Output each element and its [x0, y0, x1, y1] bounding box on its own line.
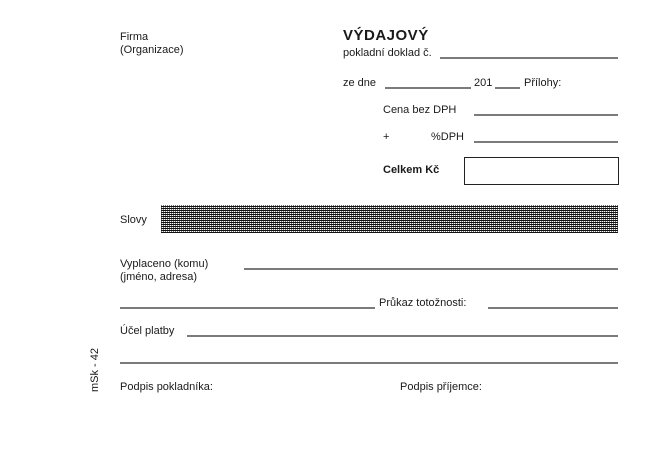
year-prefix: 201 [474, 77, 493, 89]
paid-to-field[interactable] [244, 268, 618, 270]
date-label: ze dne [343, 77, 377, 89]
amount-in-words-field[interactable] [161, 205, 618, 233]
address-field[interactable] [120, 307, 375, 309]
paid-to-label: Vyplaceno (komu) [120, 258, 209, 270]
id-card-field[interactable] [488, 307, 618, 309]
document-subtitle: pokladní doklad č. [343, 47, 432, 59]
attachments-label: Přílohy: [524, 77, 562, 89]
document-title: VÝDAJOVÝ [343, 27, 429, 44]
form-code: mSk - 42 [89, 347, 101, 392]
purpose-field[interactable] [187, 335, 618, 337]
words-label: Slovy [120, 214, 147, 226]
purpose-continuation-field[interactable] [120, 362, 618, 364]
price-without-vat-field[interactable] [474, 114, 618, 116]
year-field[interactable] [495, 87, 520, 89]
name-address-label: (jméno, adresa) [120, 271, 198, 283]
price-without-vat-label: Cena bez DPH [383, 104, 457, 116]
purpose-label: Účel platby [120, 325, 175, 337]
cashier-signature-label: Podpis pokladníka: [120, 381, 213, 393]
total-amount-box[interactable] [464, 157, 619, 185]
total-label: Celkem Kč [383, 164, 440, 176]
company-label: Firma [120, 31, 149, 43]
plus-sign: + [383, 131, 390, 143]
document-number-field[interactable] [440, 57, 618, 59]
vat-field[interactable] [474, 141, 618, 143]
date-field[interactable] [385, 87, 471, 89]
organization-label: (Organizace) [120, 44, 184, 56]
vat-label: %DPH [431, 131, 465, 143]
recipient-signature-label: Podpis příjemce: [400, 381, 482, 393]
id-card-label: Průkaz totožnosti: [379, 297, 467, 309]
